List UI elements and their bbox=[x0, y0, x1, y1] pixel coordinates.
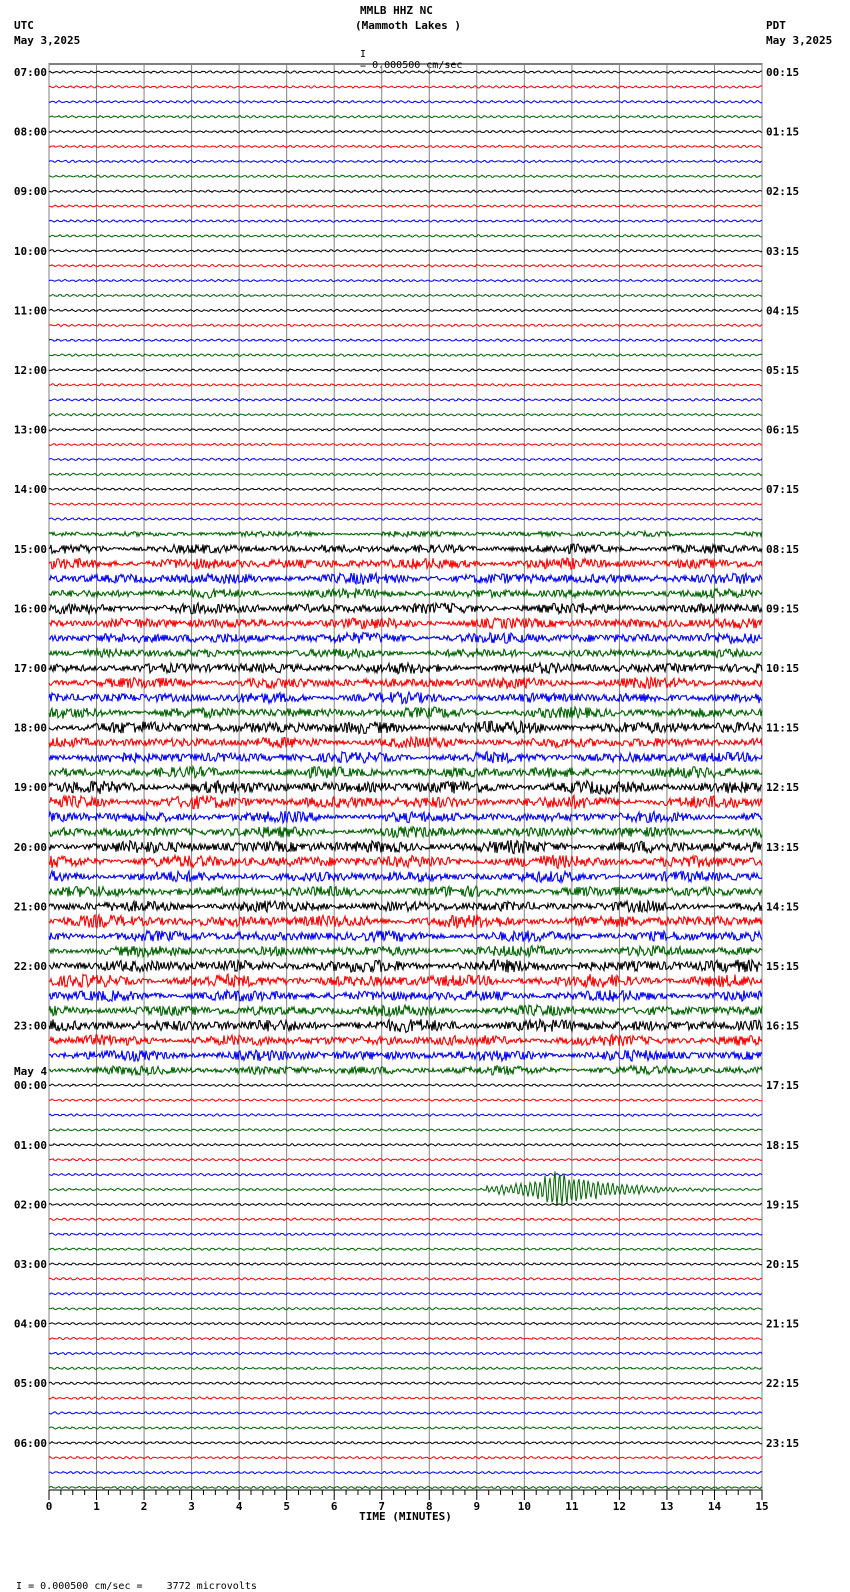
trace-line bbox=[49, 1144, 762, 1146]
trace-line bbox=[49, 443, 762, 445]
x-tick-label: 8 bbox=[425, 1500, 433, 1513]
trace-line bbox=[49, 901, 762, 912]
x-tick-label: 9 bbox=[473, 1500, 481, 1513]
trace-line bbox=[49, 220, 762, 222]
trace-line bbox=[49, 663, 762, 674]
trace-line bbox=[49, 86, 762, 88]
trace-line bbox=[49, 811, 762, 823]
trace-line bbox=[49, 603, 762, 614]
trace-line bbox=[49, 101, 762, 103]
trace-line bbox=[49, 1099, 762, 1101]
x-tick-label: 2 bbox=[140, 1500, 148, 1513]
trace-line bbox=[49, 130, 762, 132]
trace-line bbox=[49, 116, 762, 118]
trace-line bbox=[49, 518, 762, 520]
trace-line bbox=[49, 1114, 762, 1116]
trace-line bbox=[49, 190, 762, 192]
trace-line bbox=[49, 1457, 762, 1459]
pdt-hour-label: 05:15 bbox=[766, 364, 800, 377]
pdt-hour-label: 11:15 bbox=[766, 721, 800, 735]
utc-hour-label: 01:00 bbox=[13, 1138, 47, 1152]
trace-line bbox=[49, 707, 762, 719]
utc-hour-label: 17:00 bbox=[13, 662, 47, 675]
trace-line bbox=[49, 1352, 762, 1354]
pdt-hour-label: 22:15 bbox=[766, 1377, 800, 1391]
trace-line bbox=[49, 531, 762, 537]
trace-line bbox=[49, 840, 762, 854]
utc-hour-label: 00:00 bbox=[13, 1079, 47, 1093]
trace-line bbox=[49, 544, 762, 554]
pdt-hour-label: 07:15 bbox=[766, 483, 800, 497]
trace-line bbox=[49, 71, 762, 73]
trace-line bbox=[49, 250, 762, 252]
trace-line bbox=[49, 1218, 762, 1220]
trace-line bbox=[49, 1367, 762, 1369]
trace-line bbox=[49, 618, 762, 629]
right-date: May 3,2025 bbox=[766, 34, 833, 47]
trace-line bbox=[49, 648, 762, 658]
footer-scale-note bbox=[4, 1570, 257, 1592]
utc-hour-label: 20:00 bbox=[13, 840, 47, 854]
trace-line bbox=[49, 855, 762, 868]
pdt-hour-label: 04:15 bbox=[766, 304, 800, 318]
pdt-hour-label: 08:15 bbox=[766, 542, 800, 556]
left-timezone: UTC bbox=[14, 19, 34, 32]
trace-line bbox=[49, 1308, 762, 1310]
trace-line bbox=[49, 1397, 762, 1399]
x-tick-label: 5 bbox=[283, 1500, 290, 1513]
trace-line bbox=[49, 573, 762, 585]
pdt-hour-label: 15:15 bbox=[766, 960, 800, 973]
x-tick-label: 12 bbox=[612, 1500, 627, 1513]
right-timezone: PDT bbox=[766, 19, 786, 32]
utc-hour-label: 21:00 bbox=[13, 900, 47, 914]
trace-line bbox=[49, 1337, 762, 1339]
utc-hour-label: 14:00 bbox=[13, 483, 47, 497]
trace-line bbox=[49, 1233, 762, 1235]
pdt-hour-label: 09:15 bbox=[766, 602, 800, 616]
trace-line bbox=[49, 160, 762, 162]
trace-line bbox=[49, 752, 762, 764]
scale-label: = 0.000500 cm/sec bbox=[360, 60, 463, 71]
trace-line bbox=[49, 1066, 762, 1076]
trace-line bbox=[49, 632, 762, 643]
trace-line bbox=[49, 721, 762, 734]
x-tick-label: 11 bbox=[565, 1500, 579, 1513]
trace-line bbox=[49, 827, 762, 838]
trace-line bbox=[49, 488, 762, 490]
trace-line bbox=[49, 369, 762, 371]
x-tick-label: 7 bbox=[378, 1500, 386, 1513]
x-tick-label: 15 bbox=[755, 1500, 769, 1513]
trace-line bbox=[49, 1322, 762, 1324]
trace-line bbox=[49, 1173, 762, 1175]
trace-line bbox=[49, 1278, 762, 1280]
trace-line bbox=[49, 1203, 762, 1205]
trace-line bbox=[49, 414, 762, 416]
trace-line bbox=[49, 589, 762, 599]
trace-line bbox=[49, 175, 762, 177]
trace-line bbox=[49, 1442, 762, 1444]
trace-line bbox=[49, 558, 762, 569]
trace-line bbox=[49, 145, 762, 147]
trace-line bbox=[49, 886, 762, 898]
trace-line bbox=[49, 1084, 762, 1086]
trace-line bbox=[49, 399, 762, 401]
trace-line bbox=[49, 1486, 762, 1488]
x-tick-label: 6 bbox=[330, 1500, 338, 1513]
trace-line bbox=[49, 960, 762, 973]
trace-line bbox=[49, 946, 762, 957]
trace-line bbox=[49, 458, 762, 460]
footer-scale-text: = 0.000500 cm/sec = 3772 microvolts bbox=[28, 1581, 257, 1592]
trace-line bbox=[49, 677, 762, 688]
pdt-hour-label: 02:15 bbox=[766, 185, 800, 199]
pdt-hour-label: 03:15 bbox=[766, 244, 800, 258]
pdt-hour-label: 17:15 bbox=[766, 1079, 800, 1093]
trace-line bbox=[49, 1171, 762, 1206]
pdt-hour-label: 19:15 bbox=[766, 1198, 800, 1212]
pdt-hour-label: 16:15 bbox=[766, 1019, 800, 1033]
scale-bar-icon: I bbox=[360, 49, 367, 60]
utc-hour-label: 18:00 bbox=[13, 721, 47, 735]
utc-hour-label: 16:00 bbox=[13, 602, 47, 616]
trace-line bbox=[49, 737, 762, 748]
utc-hour-label: 15:00 bbox=[13, 542, 47, 556]
x-tick-label: 1 bbox=[93, 1500, 100, 1513]
pdt-hour-label: 06:15 bbox=[766, 423, 800, 437]
trace-line bbox=[49, 1035, 762, 1047]
pdt-hour-label: 18:15 bbox=[766, 1138, 800, 1152]
trace-line bbox=[49, 1471, 762, 1473]
station-title: MMLB HHZ NC bbox=[360, 4, 433, 17]
pdt-hour-label: 01:15 bbox=[766, 125, 800, 139]
trace-line bbox=[49, 205, 762, 207]
utc-hour-label: 03:00 bbox=[13, 1258, 47, 1271]
x-tick-label: 3 bbox=[188, 1500, 195, 1513]
trace-line bbox=[49, 1050, 762, 1061]
x-axis-title: TIME (MINUTES) bbox=[359, 1510, 452, 1523]
utc-hour-label: 07:00 bbox=[13, 66, 47, 79]
pdt-hour-label: 00:15 bbox=[766, 66, 800, 79]
trace-line bbox=[49, 990, 762, 1002]
utc-hour-label: 13:00 bbox=[13, 423, 47, 437]
pdt-hour-label: 13:15 bbox=[766, 840, 800, 854]
x-tick-label: 0 bbox=[45, 1500, 53, 1513]
x-tick-label: 10 bbox=[517, 1500, 531, 1513]
trace-line bbox=[49, 1412, 762, 1414]
utc-hour-label: 11:00 bbox=[13, 304, 47, 318]
trace-line bbox=[49, 974, 762, 988]
trace-line bbox=[49, 1019, 762, 1032]
trace-line bbox=[49, 931, 762, 942]
utc-hour-label: 22:00 bbox=[13, 960, 47, 973]
trace-line bbox=[49, 1382, 762, 1384]
trace-line bbox=[49, 781, 762, 794]
trace-line bbox=[49, 871, 762, 882]
trace-line bbox=[49, 1427, 762, 1429]
pdt-hour-label: 23:15 bbox=[766, 1436, 800, 1450]
utc-hour-label: 04:00 bbox=[13, 1317, 47, 1331]
trace-line bbox=[49, 767, 762, 779]
plot-frame bbox=[49, 64, 762, 1490]
trace-line bbox=[49, 1005, 762, 1016]
trace-line bbox=[49, 235, 762, 237]
trace-line bbox=[49, 324, 762, 326]
pdt-hour-label: 14:15 bbox=[766, 900, 800, 914]
scale-bar-icon: I bbox=[16, 1581, 23, 1592]
utc-hour-label: 09:00 bbox=[13, 185, 47, 199]
trace-line bbox=[49, 309, 762, 311]
utc-hour-label: 08:00 bbox=[13, 125, 47, 139]
trace-line bbox=[49, 915, 762, 928]
pdt-hour-label: 12:15 bbox=[766, 781, 800, 795]
utc-hour-label: 23:00 bbox=[13, 1019, 47, 1033]
utc-hour-label: 05:00 bbox=[13, 1377, 47, 1391]
trace-line bbox=[49, 1129, 762, 1131]
pdt-hour-label: 20:15 bbox=[766, 1258, 800, 1271]
trace-line bbox=[49, 1159, 762, 1161]
pdt-hour-label: 10:15 bbox=[766, 662, 800, 675]
utc-hour-label: 12:00 bbox=[13, 364, 47, 377]
utc-hour-label: 06:00 bbox=[13, 1436, 47, 1450]
trace-line bbox=[49, 503, 762, 505]
x-tick-label: 14 bbox=[707, 1500, 722, 1513]
x-tick-label: 4 bbox=[235, 1500, 243, 1513]
trace-line bbox=[49, 265, 762, 267]
trace-line bbox=[49, 1263, 762, 1265]
trace-line bbox=[49, 1293, 762, 1295]
trace-line bbox=[49, 384, 762, 386]
trace-line bbox=[49, 354, 762, 356]
trace-line bbox=[49, 279, 762, 281]
date-change-label: May 4 bbox=[14, 1065, 48, 1079]
left-date: May 3,2025 bbox=[14, 34, 81, 47]
utc-hour-label: 02:00 bbox=[13, 1198, 47, 1212]
trace-line bbox=[49, 473, 762, 475]
trace-line bbox=[49, 692, 762, 704]
trace-line bbox=[49, 294, 762, 296]
utc-hour-label: 19:00 bbox=[13, 781, 47, 795]
trace-line bbox=[49, 1248, 762, 1250]
x-tick-label: 13 bbox=[660, 1500, 674, 1513]
station-subtitle: (Mammoth Lakes ) bbox=[355, 19, 461, 32]
trace-line bbox=[49, 339, 762, 341]
trace-line bbox=[49, 428, 762, 430]
utc-hour-label: 10:00 bbox=[13, 244, 47, 258]
trace-line bbox=[49, 795, 762, 809]
pdt-hour-label: 21:15 bbox=[766, 1317, 800, 1331]
